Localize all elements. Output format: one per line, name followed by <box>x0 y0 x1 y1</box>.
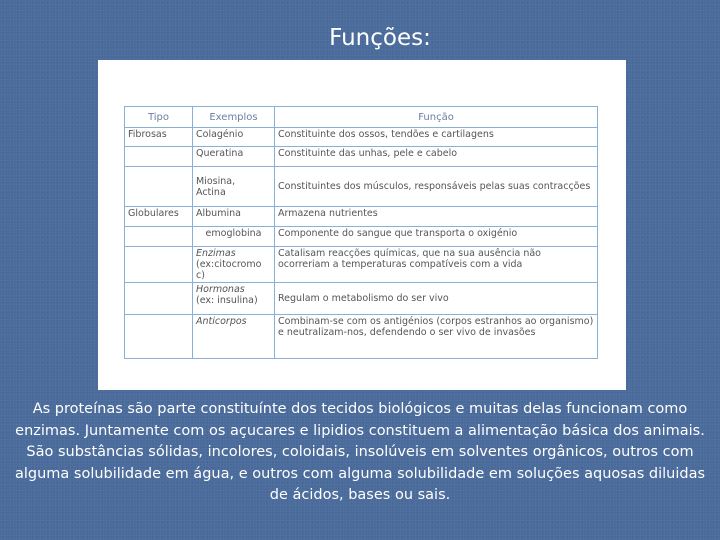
cell-exemplo-line2: (ex:citocromo c) <box>196 259 262 281</box>
header-funcao: Função <box>275 107 598 128</box>
cell-exemplo <box>193 167 275 207</box>
cell-tipo <box>125 227 193 247</box>
table-row <box>125 128 598 147</box>
cell-funcao: Armazena nutrientes <box>275 207 598 227</box>
cell-tipo <box>125 283 193 315</box>
table-row <box>125 167 598 207</box>
table-row <box>125 247 598 283</box>
cell-exemplo-line1: Miosina, <box>196 175 236 187</box>
cell-funcao: Constituintes dos músculos, responsáveis pelas suas contracções <box>275 167 598 207</box>
cell-tipo: Fibrosas <box>125 128 193 147</box>
cell-tipo <box>125 167 193 207</box>
cell-funcao: Catalisam reacções químicas, que na sua ausência não ocorreriam a temperaturas compatíveis com a vida <box>275 247 598 283</box>
cell-tipo <box>125 147 193 167</box>
cell-exemplo <box>193 247 275 283</box>
body-paragraph: As proteínas são parte constituínte dos tecidos biológicos e muitas delas funcionam como enzimas. Juntamente com os açucares e lipidios constituem a alimentação básica dos animais. São substâncias sólidas, incolores, coloidais, insolúveis em solventes orgânicos, outros com alguma solubilidade em água, e outros com alguma solubilidade em soluções aquosas diluidas de ácidos, bases ou sais. <box>14 401 706 503</box>
table-header-row <box>125 107 598 128</box>
cell-exemplo: Albumina <box>193 207 275 227</box>
cell-funcao: Regulam o metabolismo do ser vivo <box>275 283 598 315</box>
cell-tipo <box>125 315 193 359</box>
cell-exemplo-line1: Anticorpos <box>196 316 247 327</box>
cell-funcao: Combinam-se com os antigénios (corpos estranhos ao organismo) e neutralizam-nos, defendendo o ser vivo de invasões <box>275 315 598 359</box>
cell-exemplo-line1: Enzimas <box>196 248 236 259</box>
cell-exemplo <box>193 315 275 359</box>
header-tipo: Tipo <box>125 107 193 128</box>
table-row <box>125 227 598 247</box>
cell-exemplo: Queratina <box>193 147 275 167</box>
table-image-panel <box>98 60 626 390</box>
cell-exemplo <box>193 283 275 315</box>
header-exemplos: Exemplos <box>193 107 275 128</box>
cell-exemplo-line1: Hormonas <box>196 284 245 295</box>
table-row <box>125 315 598 359</box>
slide-title: Funções: <box>329 25 431 51</box>
cell-funcao: Constituinte dos ossos, tendões e cartilagens <box>275 128 598 147</box>
cell-exemplo: Colagénio <box>193 128 275 147</box>
cell-funcao: Componente do sangue que transporta o oxigénio <box>275 227 598 247</box>
table-row <box>125 283 598 315</box>
table-row <box>125 207 598 227</box>
cell-tipo: Globulares <box>125 207 193 227</box>
table-row <box>125 147 598 167</box>
cell-exemplo: emoglobina <box>193 227 275 247</box>
cell-exemplo-line2: Actina <box>196 186 226 198</box>
cell-funcao: Constituinte das unhas, pele e cabelo <box>275 147 598 167</box>
protein-functions-table <box>124 106 598 359</box>
cell-exemplo-line2: (ex: insulina) <box>196 295 258 306</box>
cell-tipo <box>125 247 193 283</box>
